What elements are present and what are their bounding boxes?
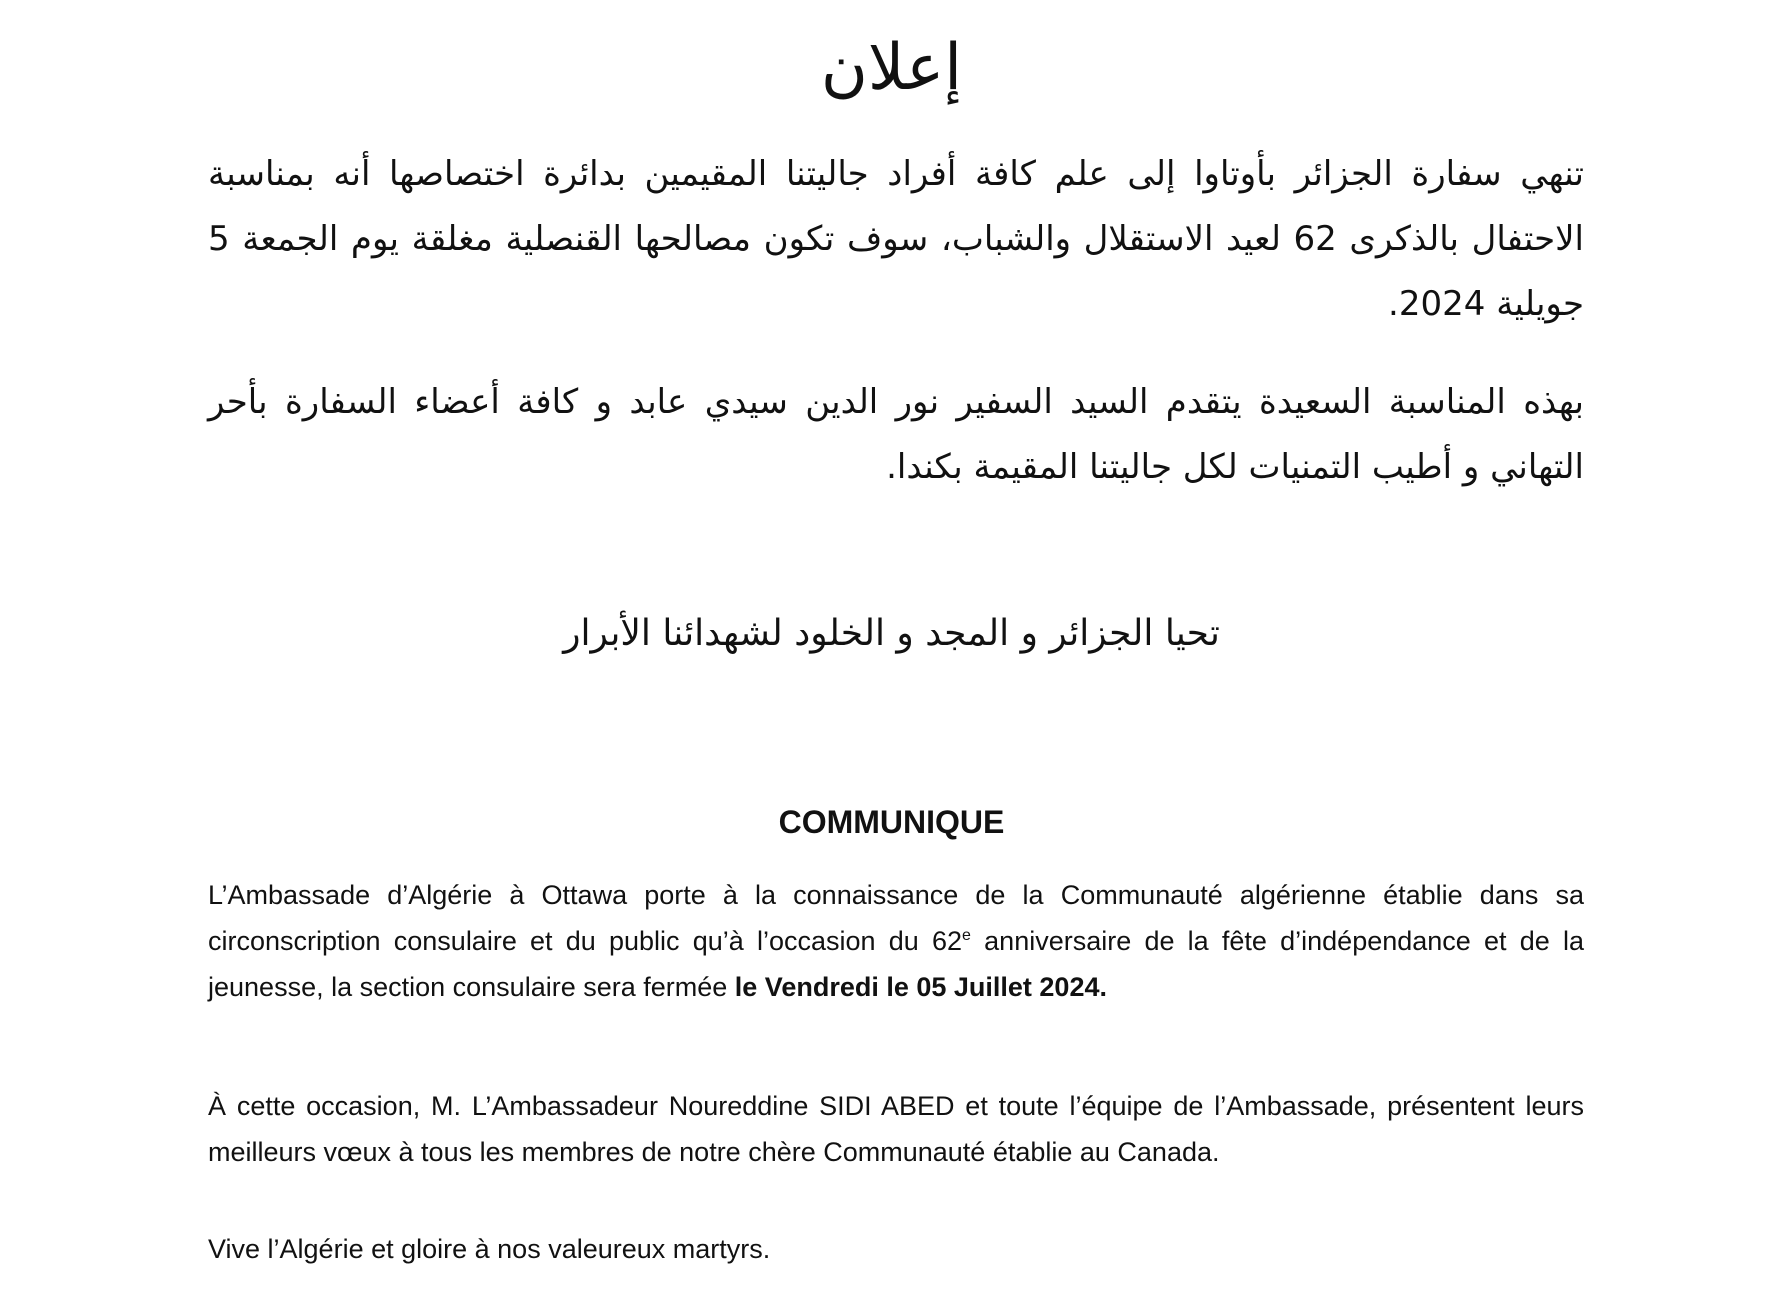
arabic-paragraph-greetings: بهذه المناسبة السعيدة يتقدم السيد السفير نور الدين سيدي عابد و كافة أعضاء السفارة بأحر التهاني و أطيب التمنيات لكل جاليتنا المقيمة بكندا.: [208, 382, 1584, 487]
french-slogan: Vive l’Algérie et gloire à nos valeureux martyrs.: [208, 1234, 771, 1264]
arabic-paragraph-closure: تنهي سفارة الجزائر بأوتاوا إلى علم كافة أفراد جاليتنا المقيمين بدائرة اختصاصها أنه بمناسبة الاحتفال بالذكرى 62 لعيد الاستقلال والشباب، سوف تكون مصالحها القنصلية مغلقة يوم الجمعة 5 جويلية 2024.: [208, 154, 1584, 324]
french-paragraph-closure: [208, 872, 1584, 1010]
french-paragraph-closure-part1: L’Ambassade d’Algérie à Ottawa porte à la connaissance de la Communauté algérienne établie dans sa circonscription consulaire et du public qu’à l’occasion du 62: [208, 880, 1584, 956]
french-paragraph-greetings: À cette occasion, M. L’Ambassadeur Noureddine SIDI ABED et toute l’équipe de l’Ambassade, présentent leurs meilleurs vœux à tous les membres de notre chère Communauté établie au Canada.: [208, 1091, 1584, 1167]
closure-date: le Vendredi le 05 Juillet 2024.: [734, 972, 1107, 1002]
french-title: COMMUNIQUE: [778, 804, 1005, 840]
french-paragraph-closure-part2: anniversaire de la fête d’indépendance et de la jeunesse, la section consulaire sera fermée: [208, 926, 1584, 1002]
arabic-slogan: تحيا الجزائر و المجد و الخلود لشهدائنا الأبرار: [563, 613, 1220, 654]
arabic-title: إعلان: [820, 31, 963, 105]
ordinal-superscript: e: [962, 927, 971, 944]
